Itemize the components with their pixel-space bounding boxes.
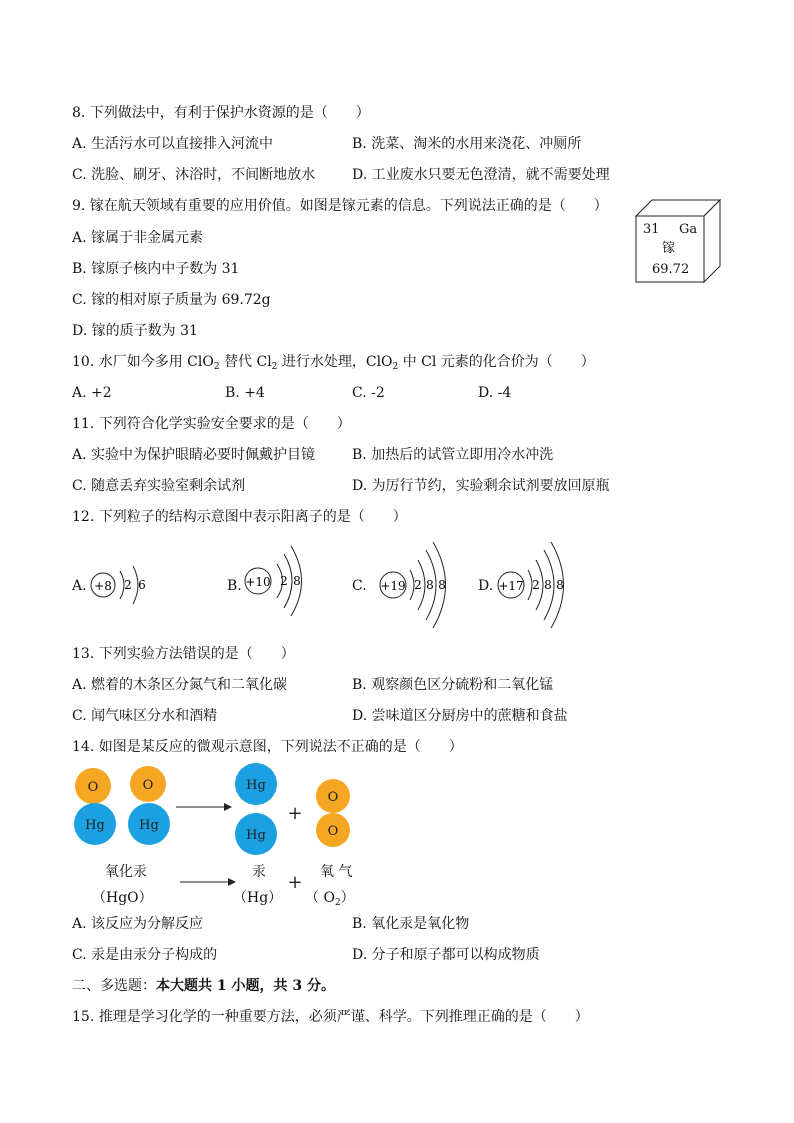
hgo-molecule-2 — [128, 766, 170, 845]
q12-c-nucleus: +19 — [380, 579, 406, 593]
label-oxygen: 氧 气 — [320, 864, 353, 880]
element-symbol: Ga — [679, 222, 698, 237]
q12-b-shell-2: 8 — [293, 574, 301, 588]
q8-option-d: D. 工业废水只要无色澄清，就不需要处理 — [352, 167, 610, 183]
q14-option-b: B. 氧化汞是氧化物 — [352, 916, 470, 932]
svg-text:O: O — [327, 824, 339, 839]
q11-stem: 11. 下列符合化学实验安全要求的是（ ） — [72, 416, 351, 432]
q11-option-a: A. 实验中为保护眼睛必要时佩戴护目镜 — [72, 447, 316, 463]
q12-b-shell-1: 2 — [280, 574, 288, 588]
svg-text:Hg: Hg — [85, 818, 105, 833]
o2-molecule — [316, 779, 350, 847]
q12-c-shell-1: 2 — [414, 578, 422, 592]
label-mercury-oxide: 氧化汞 — [105, 864, 147, 880]
q14-option-a: A. 该反应为分解反应 — [72, 916, 204, 932]
q12-b-nucleus: +10 — [245, 575, 271, 589]
plus-sign: + — [287, 803, 303, 824]
formula-mercury-oxide: （HgO） — [92, 890, 153, 906]
q14-stem: 14. 如图是某反应的微观示意图，下列说法不正确的是（ ） — [72, 739, 463, 755]
element-name: 镓 — [662, 241, 676, 256]
q12-option-a-label: A. — [72, 578, 87, 594]
svg-text:Hg: Hg — [139, 818, 159, 833]
hgo-molecule-1 — [74, 768, 116, 845]
q14-option-c: C. 汞是由汞分子构成的 — [72, 947, 218, 963]
section-label: 二、多选题： — [72, 978, 156, 994]
q10-option-a: A. +2 — [72, 385, 112, 401]
q13-option-d: D. 尝味道区分厨房中的蔗糖和食盐 — [352, 708, 568, 724]
svg-text:O: O — [87, 780, 99, 795]
q9-option-a: A. 镓属于非金属元素 — [72, 230, 204, 246]
q10-option-b: B. +4 — [225, 385, 265, 401]
section-heading — [72, 977, 335, 995]
q12-a-nucleus: +8 — [94, 579, 112, 593]
q11-option-c: C. 随意丢弃实验室剩余试剂 — [72, 478, 246, 494]
formula-oxygen: （ $O_2$） — [305, 890, 355, 908]
q8-option-a: A. 生活污水可以直接排入河流中 — [72, 136, 274, 152]
q12-option-c-label: C. — [352, 578, 367, 594]
q8-stem: 8. 下列做法中，有利于保护水资源的是（ ） — [72, 105, 370, 121]
formula-mercury: （Hg） — [233, 890, 283, 906]
q11-option-b: B. 加热后的试管立即用冷水冲洗 — [352, 447, 554, 463]
svg-text:O: O — [142, 778, 154, 793]
q12-c-shell-2: 8 — [426, 578, 434, 592]
q10-stem: 10. 水厂如今多用 ClO$_2$ 替代 $Cl_2$ 进行水处理，ClO$_2$ 中 Cl 元素的化合价为（ ） — [72, 354, 595, 372]
q8-option-b: B. 洗菜、淘米的水用来浇花、冲厕所 — [352, 136, 582, 152]
svg-text:Hg: Hg — [246, 828, 266, 843]
q9-option-d: D. 镓的质子数为 31 — [72, 323, 198, 339]
q12-atom-diagram-d — [496, 540, 576, 630]
label-mercury: 汞 — [252, 864, 266, 880]
q10-option-d: D. -4 — [478, 385, 512, 401]
section-desc: 本大题共 1 小题，共 3 分。 — [156, 978, 335, 994]
element-card-gallium — [634, 198, 724, 284]
q13-option-c: C. 闻气味区分水和酒精 — [72, 708, 218, 724]
q12-atom-diagram-c — [378, 540, 458, 630]
q10-option-c: C. -2 — [352, 385, 385, 401]
q12-d-shell-3: 8 — [556, 578, 564, 592]
q9-stem: 9. 镓在航天领域有重要的应用价值。如图是镓元素的信息。下列说法正确的是（ ） — [72, 198, 608, 214]
q12-option-d-label: D. — [478, 578, 494, 594]
q12-atom-diagram-b — [240, 544, 320, 624]
q12-d-shell-1: 2 — [532, 578, 540, 592]
element-mass: 69.72 — [652, 262, 690, 277]
q13-option-a: A. 燃着的木条区分氮气和二氧化碳 — [72, 677, 288, 693]
svg-text:Hg: Hg — [246, 778, 266, 793]
q12-option-b-label: B. — [227, 578, 242, 594]
q13-option-b: B. 观察颜色区分硫粉和二氧化锰 — [352, 677, 554, 693]
q12-c-shell-3: 8 — [438, 578, 446, 592]
element-number: 31 — [643, 222, 660, 237]
q12-a-shell-2: 6 — [138, 578, 146, 592]
q12-d-nucleus: +17 — [498, 579, 524, 593]
q9-option-c: C. 镓的相对原子质量为 69.72g — [72, 292, 271, 308]
svg-text:O: O — [327, 790, 339, 805]
q9-option-b: B. 镓原子核内中子数为 31 — [72, 261, 240, 277]
q13-stem: 13. 下列实验方法错误的是（ ） — [72, 646, 295, 662]
q14-option-d: D. 分子和原子都可以构成物质 — [352, 947, 540, 963]
q12-d-shell-2: 8 — [544, 578, 552, 592]
q12-atom-diagram-a — [88, 560, 158, 610]
plus-sign-2: + — [287, 872, 303, 893]
q8-option-c: C. 洗脸、刷牙、沐浴时，不间断地放水 — [72, 167, 316, 183]
q12-stem: 12. 下列粒子的结构示意图中表示阳离子的是（ ） — [72, 509, 407, 525]
q12-a-shell-1: 2 — [124, 578, 132, 592]
q11-option-d: D. 为厉行节约，实验剩余试剂要放回原瓶 — [352, 478, 610, 494]
q15-stem: 15. 推理是学习化学的一种重要方法，必须严谨、科学。下列推理正确的是（ ） — [72, 1009, 589, 1025]
